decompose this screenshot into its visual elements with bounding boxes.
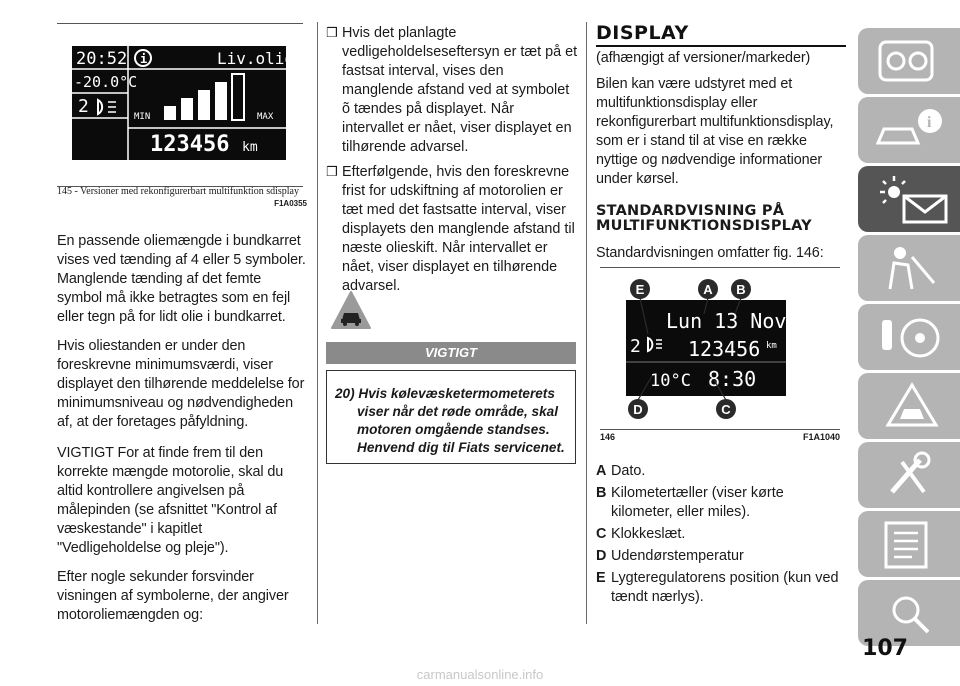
bullet-item xyxy=(326,163,578,296)
bullet-item xyxy=(326,24,578,157)
warning-box xyxy=(326,370,576,464)
lcd-max: MAX xyxy=(257,112,274,122)
legend-key: A xyxy=(596,463,607,479)
lcd-odometer: 123456 xyxy=(688,337,761,361)
figure-caption xyxy=(600,432,840,442)
figure-number: 146 xyxy=(600,432,616,442)
lcd-unit: km xyxy=(766,341,777,351)
lcd-temperature: -20.0°C xyxy=(74,73,138,91)
paragraph: VIGTIGT For at finde frem til den korrekte mængde motorolie, skal du altid kontrollere angivelsen på målepinden (se afsnittet "Kontrol af væskestande" i kapitlet "Vedligeholdelse og pleje"). xyxy=(57,445,284,556)
column-left xyxy=(57,232,309,625)
paragraph: En passende oliemængde i bundkarret vises ved tænding af 4 eller 5 symboler. Manglende tænding af det femte symbol må ikke betragtes som en fejl eller tegn på for lidt olie i bundkarret. xyxy=(57,233,306,325)
wrench-icon xyxy=(872,448,952,502)
warning-lights-envelope-icon xyxy=(872,172,952,226)
multifunction-display-figure xyxy=(72,46,295,160)
subsection-heading xyxy=(596,204,846,234)
car-warning-icon xyxy=(330,290,372,332)
svg-text:C: C xyxy=(721,402,731,417)
legend-item xyxy=(596,547,846,566)
lcd-gear: 2 xyxy=(78,96,89,117)
paragraph: Bilen kan være udstyret med et multifunktionsdisplay eller rekonfigurerbart multifunktionsdisplay, som er i stand til at vise en række nyttige og nødvendige informationer under kørsel. xyxy=(596,76,834,187)
lcd-time: 20:52 xyxy=(76,49,128,69)
subheading-line: STANDARDVISNING PÅ xyxy=(596,203,785,219)
chapter-tab-dashboard[interactable] xyxy=(858,28,960,94)
svg-text:E: E xyxy=(635,282,645,297)
bullet-text: Efterfølgende, hvis den foreskrevne frist for udskiftning af motorolien er tæt med det fastsatte interval, viser displayets den manglende afstand til næste olieskift. Når intervallet er nået, viser displayet en tilhørende advarsel. xyxy=(342,164,575,294)
lcd-date: Lun 13 Nov xyxy=(666,309,787,333)
chapter-tab-starting[interactable] xyxy=(858,304,960,370)
headlight-icon xyxy=(98,100,116,114)
checkbox-bullet-icon: ❒ xyxy=(326,165,338,180)
dashboard-icon xyxy=(872,34,952,88)
callout-C xyxy=(716,399,736,419)
column-divider-right xyxy=(586,22,587,624)
index-search-icon xyxy=(872,586,952,640)
subheading-line: MULTIFUNKTIONSDISPLAY xyxy=(596,218,812,234)
oil-level-bars xyxy=(164,74,244,120)
car-info-icon xyxy=(872,103,952,157)
legend-text: Klokkeslæt. xyxy=(611,526,686,542)
svg-text:i: i xyxy=(927,114,932,131)
legend-list xyxy=(596,462,846,610)
legend-item xyxy=(596,484,846,522)
site-watermark: carmanualsonline.info xyxy=(416,667,544,682)
callout-A xyxy=(698,279,718,299)
figure-top-rule xyxy=(600,267,840,268)
callout-layer xyxy=(600,276,840,426)
page-number: 107 xyxy=(862,636,908,661)
paragraph: Standardvisningen omfatter fig. 146: xyxy=(596,245,824,261)
callout-E xyxy=(630,279,650,299)
legend-item xyxy=(596,525,846,544)
lcd-clock: 8:30 xyxy=(708,367,757,391)
info-symbol: i xyxy=(140,52,148,66)
bullet-text: Hvis det planlagte vedligeholdelseseftersyn er tæt på et fastsat interval, vises den manglende afstand ved at symbolet õ tændes på displayet. Når intervallet er nået, viser displayet en tilhørende advarsel. xyxy=(342,25,578,155)
legend-item xyxy=(596,462,846,481)
paragraph: Efter nogle sekunder forsvinder visningen af symbolerne, der angiver motoroliemængden og: xyxy=(57,569,289,623)
lcd-unit: km xyxy=(242,140,258,155)
figure-top-rule xyxy=(57,23,303,24)
lcd-temperature: 10°C xyxy=(650,371,691,391)
figure-caption-text: 145 - Versioner med rekonfigurerbart multifunktion sdisplay xyxy=(57,186,299,197)
legend-key: C xyxy=(596,526,607,542)
figure-caption xyxy=(57,186,307,208)
chapter-tab-warning-lights[interactable] xyxy=(858,166,960,232)
legend-key: D xyxy=(596,548,607,564)
column-middle xyxy=(326,24,578,296)
legend-key: E xyxy=(596,570,606,586)
legend-text: Kilometertæller (viser kørte kilometer, eller miles). xyxy=(611,485,784,520)
lcd-min: MIN xyxy=(134,112,151,122)
section-subtitle: (afhængigt af versioner/markeder) xyxy=(596,50,811,66)
section-heading: DISPLAY xyxy=(596,22,689,44)
legend-key: B xyxy=(596,485,607,501)
warning-title: VIGTIGT xyxy=(326,342,576,364)
legend-text: Dato. xyxy=(611,463,646,479)
lcd-oil-label: Liv.olio xyxy=(217,49,295,68)
chapter-tab-maintenance[interactable] xyxy=(858,442,960,508)
column-right xyxy=(596,22,846,263)
legend-text: Udendørstemperatur xyxy=(611,548,744,564)
callout-B xyxy=(731,279,751,299)
svg-text:D: D xyxy=(633,402,643,417)
chapter-tab-safety[interactable] xyxy=(858,235,960,301)
chapter-tab-info[interactable] xyxy=(858,97,960,163)
svg-text:B: B xyxy=(736,282,746,297)
heading-rule xyxy=(596,45,846,47)
legend-text: Lygteregulatorens position (kun ved tændt nærlys). xyxy=(611,570,839,605)
warning-text: 20) Hvis kølevæsketermometerets viser når det røde område, skal motoren omgående standses. Henvend dig til Fiats servicenet. xyxy=(335,386,565,455)
checkbox-bullet-icon: ❒ xyxy=(326,26,338,41)
figure-code: F1A0355 xyxy=(274,199,307,208)
figure-bottom-rule xyxy=(600,429,840,430)
key-steering-icon xyxy=(872,310,952,364)
airbag-safety-icon xyxy=(872,241,952,295)
chapter-tab-technical-data[interactable] xyxy=(858,511,960,577)
emergency-icon xyxy=(872,379,952,433)
chapter-tab-emergency[interactable] xyxy=(858,373,960,439)
paragraph: Hvis oliestanden er under den foreskrevne minimumsværdi, viser displayet den tilhørende meddelelse for minimumsniveau og nødvendigheden af, at der foretages påfyldning. xyxy=(57,338,305,430)
svg-text:A: A xyxy=(703,282,713,297)
column-divider-left xyxy=(317,22,318,624)
legend-item xyxy=(596,569,846,607)
lcd-gear: 2 xyxy=(630,336,641,357)
callout-D xyxy=(628,399,648,419)
lcd-odometer: 123456 xyxy=(150,132,230,157)
figure-code: F1A1040 xyxy=(802,432,840,442)
checklist-icon xyxy=(872,517,952,571)
